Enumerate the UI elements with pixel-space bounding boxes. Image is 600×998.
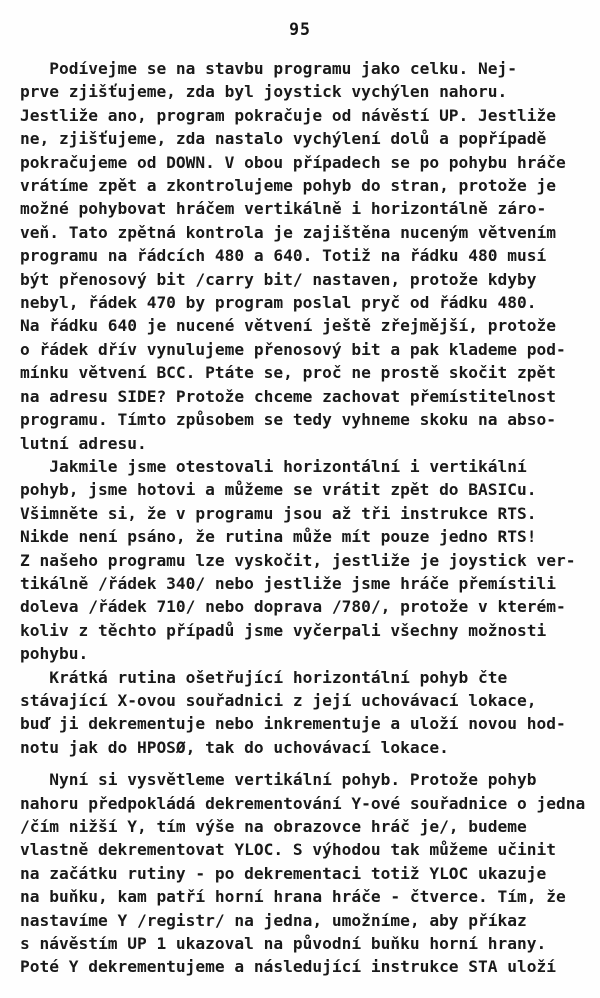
- text-line: mínku větvení BCC. Ptáte se, proč ne prostě skočit zpět: [20, 363, 557, 383]
- text-line: o řádek dřív vynulujeme přenosový bit a pak klademe pod-: [20, 339, 566, 359]
- text-line: na adresu SIDE? Protože chceme zachovat přemístitelnost: [20, 386, 557, 406]
- text-line: stávající X-ovou souřadnici z její uchovávací lokace,: [20, 690, 537, 710]
- text-line: Na řádku 640 je nucené větvení ještě zřejmější, protože: [20, 316, 557, 336]
- text-line: pohybu.: [20, 644, 89, 664]
- text-line: pokračujeme od DOWN. V obou případech se po pohybu hráče: [20, 152, 566, 172]
- text-line: Z našeho programu lze vyskočit, jestliže je joystick ver-: [20, 550, 576, 570]
- text-line: nahoru předpokládá dekrementování Y-ové souřadnice o jedna: [20, 793, 586, 813]
- text-line: pohyb, jsme hotovi a můžeme se vrátit zpět do BASICu.: [20, 480, 537, 500]
- text-line: Jestliže ano, program pokračuje od návěstí UP. Jestliže: [20, 105, 557, 125]
- text-line: nebyl, řádek 470 by program poslal pryč od řádku 480.: [20, 293, 537, 313]
- text-line: prve zjišťujeme, zda byl joystick vychýlen nahoru.: [20, 82, 508, 102]
- text-line: vlastně dekrementovat YLOC. S výhodou tak můžeme učinit: [20, 840, 557, 860]
- text-line: veň. Tato zpětná kontrola je zajištěna nuceným větvením: [20, 222, 557, 242]
- text-line: /čím nižší Y, tím výše na obrazovce hráč je/, budeme: [20, 817, 527, 836]
- text-line: Nyní si vysvětleme vertikální pohyb. Protože pohyb: [20, 770, 537, 790]
- text-line: Všimněte si, že v programu jsou až tři instrukce RTS.: [20, 503, 537, 523]
- text-line: lutní adresu.: [20, 433, 147, 453]
- text-line: buď ji dekrementuje nebo inkrementuje a uloží novou hod-: [20, 714, 566, 734]
- text-line: být přenosový bit /carry bit/ nastaven, protože kdyby: [20, 269, 537, 289]
- text-line: nastavíme Y /registr/ na jedna, umožníme, aby příkaz: [20, 910, 527, 930]
- text-line: Jakmile jsme otestovali horizontální i vertikální: [20, 456, 527, 476]
- text-line: na začátku rutiny - po dekrementaci totiž YLOC ukazuje: [20, 863, 547, 883]
- text-line: programu na řádcích 480 a 640. Totiž na řádku 480 musí: [20, 246, 547, 266]
- text-line: Podívejme se na stavbu programu jako celku. Nej-: [20, 59, 518, 78]
- text-line: vrátíme zpět a zkontrolujeme pohyb do stran, protože je: [20, 176, 557, 196]
- text-line: tikálně /řádek 340/ nebo jestliže jsme hráče přemístili: [20, 573, 557, 593]
- text-line: s návěstím UP 1 ukazoval na původní buňku horní hrany.: [20, 934, 547, 954]
- text-line: možné pohybovat hráčem vertikálně i horizontálně záro-: [20, 199, 547, 219]
- text-line: ne, zjišťujeme, zda nastalo vychýlení dolů a popřípadě: [20, 129, 547, 149]
- text-line: notu jak do HPOSØ, tak do uchovávací lokace.: [20, 737, 449, 757]
- page-number: 95: [289, 20, 311, 39]
- text-line: Krátká rutina ošetřující horizontální pohyb čte: [20, 667, 508, 687]
- text-line: koliv z těchto případů jsme vyčerpali všechny možnosti: [20, 620, 547, 640]
- page-body: [20, 57, 596, 979]
- text-line: programu. Tímto způsobem se tedy vyhneme skoku na abso-: [20, 410, 557, 430]
- text-line: na buňku, kam patří horní hrana hráče - čtverce. Tím, že: [20, 887, 566, 907]
- text-line: Poté Y dekrementujeme a následující instrukce STA uloží: [20, 957, 557, 977]
- text-line: Nikde není psáno, že rutina může mít pouze jedno RTS!: [20, 527, 537, 547]
- text-line: doleva /řádek 710/ nebo doprava /780/, protože v kterém-: [20, 597, 566, 617]
